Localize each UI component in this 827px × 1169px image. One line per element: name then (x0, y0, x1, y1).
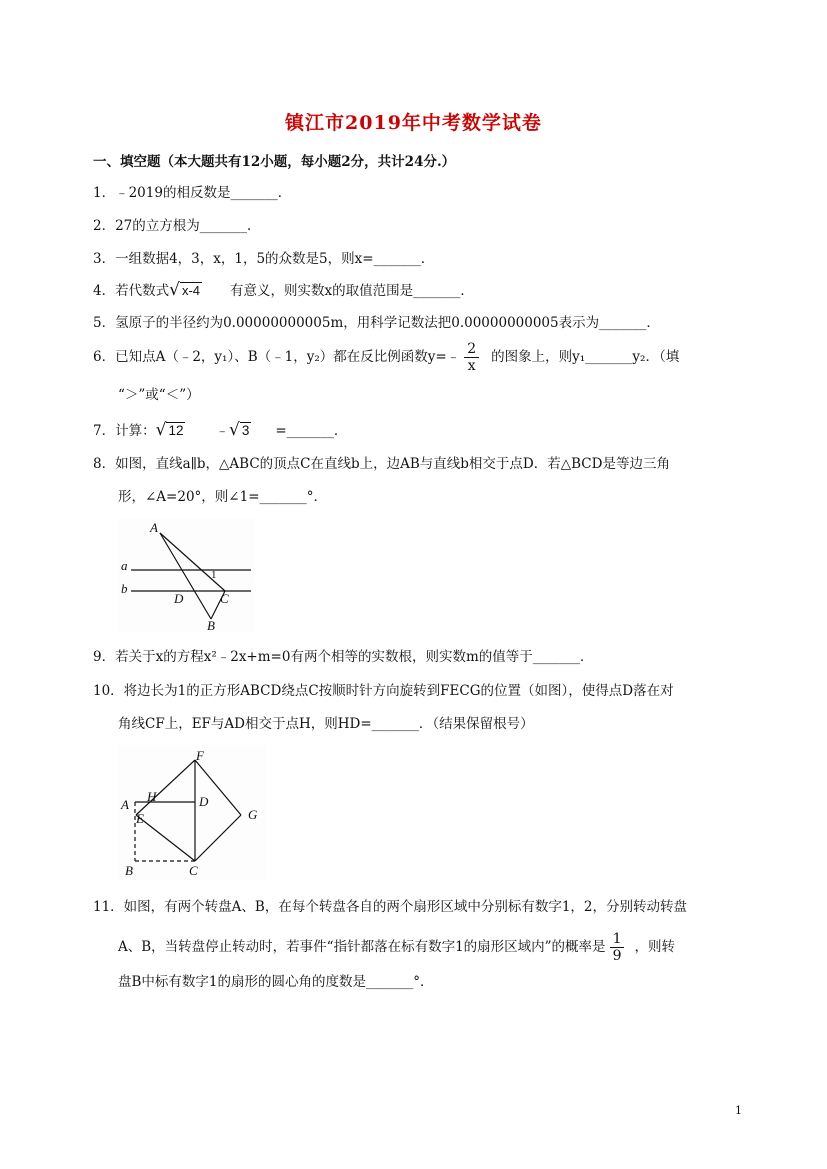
segment-AC (160, 533, 225, 591)
label-F: F (196, 748, 204, 763)
q11-denominator: 9 (612, 948, 622, 964)
question-4 (93, 280, 474, 301)
question-6 (93, 341, 679, 374)
label-E: E (136, 811, 144, 826)
label-b: b (121, 581, 128, 596)
q11-fraction (610, 931, 625, 964)
q7-prefix: 7．计算： (93, 423, 156, 439)
label-A: A (121, 797, 129, 812)
q6-numerator: 2 (464, 341, 479, 358)
q11-numerator: 1 (610, 931, 625, 948)
q6-suffix: 的图象上，则y₁_______y₂．（填 (491, 349, 680, 365)
q4-prefix: 4．若代数式 (93, 283, 170, 299)
q4-suffix: 有意义，则实数x的取值范围是_______． (230, 283, 474, 299)
question-11: 11．如图，有两个转盘A、B，在每个转盘各自的两个扇形区域中分别标有数字1，2，分别转动转盘 (93, 899, 688, 915)
section-heading: 一、填空题（本大题共有12小题，每小题2分，共计24分.） (93, 154, 456, 170)
question-3: 3．一组数据4，3，x，1，5的众数是5，则x=_______． (93, 251, 435, 267)
segment-GC (195, 815, 241, 861)
q7-radicand-1: 12 (168, 423, 184, 438)
q6-fraction (464, 341, 479, 374)
label-C: C (189, 863, 198, 878)
label-H: H (147, 789, 157, 804)
sqrt-sign: √ (169, 280, 180, 300)
question-8: 8．如图，直线a∥b，△ABC的顶点C在直线b上，边AB与直线b相交于点D．若△BCD是等边三角 (93, 456, 670, 472)
label-angle-1: 1 (211, 569, 217, 581)
label-B: B (125, 863, 133, 878)
segment-FE (136, 760, 195, 815)
segment-EC (136, 815, 195, 861)
page-title: 镇江市2019年中考数学试卷 (285, 112, 542, 134)
question-5: 5．氢原子的半径约为0.00000000005m，用科学记数法把0.00000000005表示为_______． (93, 315, 660, 331)
label-G: G (248, 807, 258, 822)
q4-radicand: x-4 (181, 283, 200, 298)
q6-denominator: x (467, 358, 476, 374)
question-9: 9．若关于x的方程x²﹣2x+m=0有两个相等的实数根，则实数m的值等于_______． (93, 649, 594, 665)
question-10-line-2: 角线CF上，EF与AD相交于点H，则HD=_______．（结果保留根号） (118, 716, 534, 732)
question-11-line-3: 盘B中标有数字1的扇形的圆心角的度数是_______°． (118, 974, 434, 990)
label-D: D (199, 794, 209, 809)
label-D: D (174, 591, 184, 606)
sqrt-sign: √ (155, 420, 167, 440)
q6-prefix: 6．已知点A（﹣2，y₁）、B（﹣1，y₂）都在反比例函数y=﹣ (93, 349, 461, 365)
sqrt-sign: √ (228, 420, 240, 440)
q7-minus: ﹣ (215, 423, 229, 439)
q7-radicand-2: 3 (241, 423, 250, 438)
segment-AB (160, 533, 211, 619)
figure-q8 (117, 518, 255, 632)
question-10: 10．将边长为1的正方形ABCD绕点C按顺时针方向旋转到FECG的位置（如图），使得点D落在对 (93, 683, 674, 699)
question-1: 1．﹣2019的相反数是_______． (93, 185, 292, 201)
label-B: B (207, 618, 215, 632)
label-A: A (150, 520, 158, 535)
q11-line-2-prefix: A、B，当转盘停止转动时，若事件“指针都落在标有数字1的扇形区域内”的概率是 (118, 939, 606, 955)
page-number: 1 (735, 1104, 742, 1117)
question-8-line-2: 形，∠A=20°，则∠1=_______°． (118, 489, 328, 505)
question-2: 2．27的立方根为_______． (93, 218, 261, 234)
question-6-line-2: “＞”或“＜”） (118, 387, 200, 403)
q11-line-2-suffix: ，则转 (634, 939, 675, 955)
question-11-line-2 (118, 931, 675, 964)
q7-suffix: =_______． (275, 423, 348, 439)
question-7 (93, 420, 347, 441)
label-C: C (220, 591, 229, 606)
figure-q10 (117, 745, 267, 880)
label-a: a (121, 558, 128, 573)
